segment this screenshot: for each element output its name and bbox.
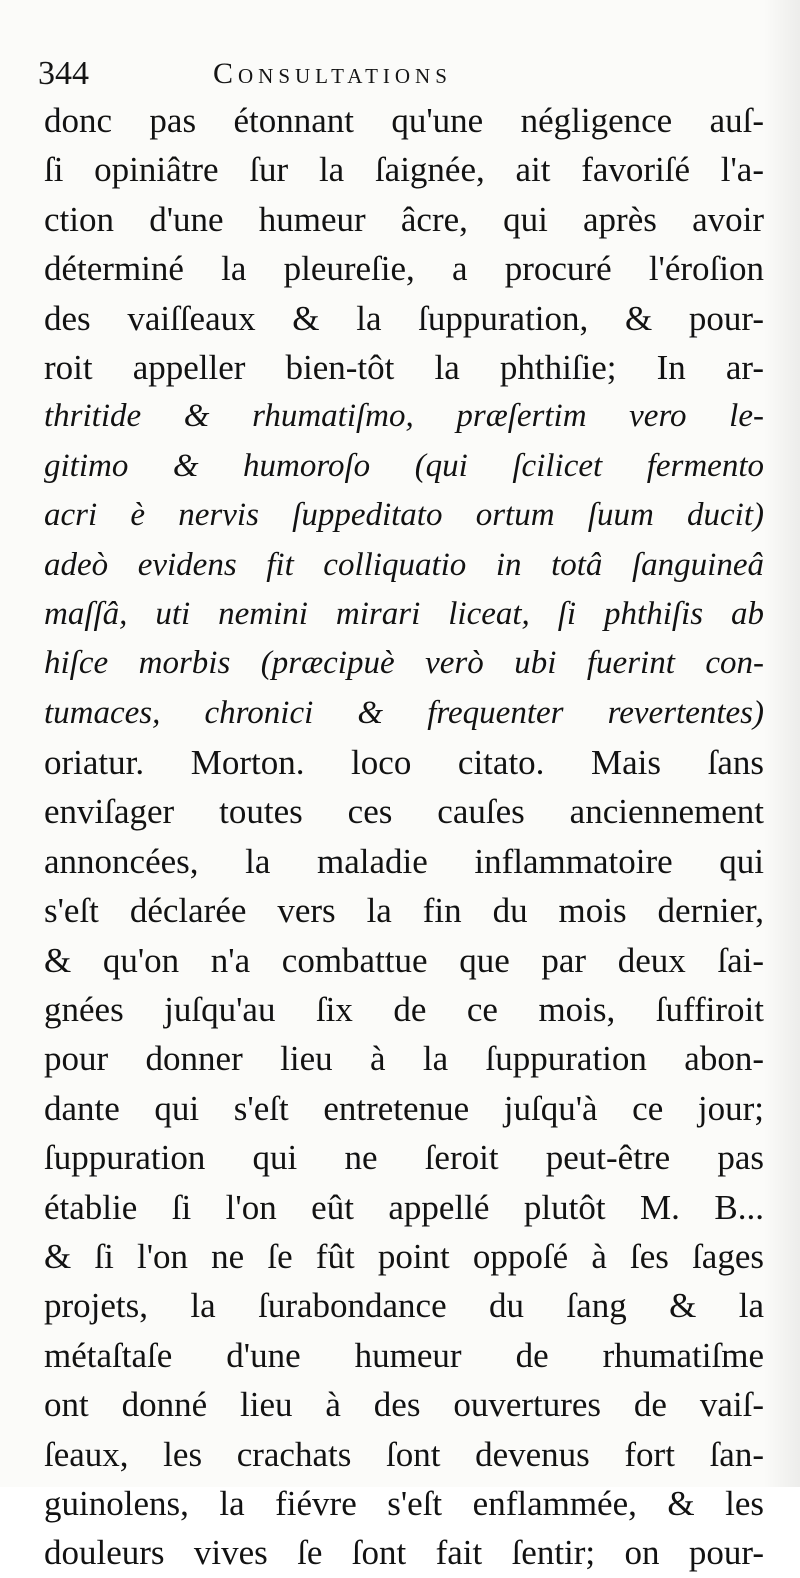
text-line: ction d'une humeur âcre, qui après avoir <box>44 199 764 239</box>
text-line: & qu'on n'a combattue que par deux ſai- <box>44 940 764 980</box>
text-line: établie ſi l'on eût appellé plutôt M. B... <box>44 1187 764 1227</box>
text-line: déterminé la pleureſie, a procuré l'éroſion <box>44 249 764 289</box>
text-line: roit appeller bien-tôt la phthiſie; In ar- <box>44 347 764 387</box>
text-line: gnées juſqu'au ſix de ce mois, ſuffiroit <box>44 990 764 1030</box>
text-line: s'eſt déclarée vers la fin du mois dernier, <box>44 891 764 931</box>
text-line: tumaces, chronici & frequenter revertentes) <box>44 694 764 731</box>
body-text <box>44 96 764 1578</box>
text-line: enviſager toutes ces cauſes anciennement <box>44 792 764 832</box>
page-edge-shadow <box>764 0 800 1487</box>
text-line: ſuppuration qui ne ſeroit peut-être pas <box>44 1138 764 1178</box>
text-line: gitimo & humoroſo (qui ſcilicet fermento <box>44 447 764 484</box>
running-head: Consultations <box>213 57 452 90</box>
text-line: pour donner lieu à la ſuppuration abon- <box>44 1039 764 1079</box>
text-line: maſſâ, uti nemini mirari liceat, ſi phthiſis ab <box>44 595 764 632</box>
text-line: dante qui s'eſt entretenue juſqu'à ce jour; <box>44 1088 764 1128</box>
page-number: 344 <box>38 55 89 92</box>
text-line: guinolens, la fiévre s'eſt enflammée, & les <box>44 1483 764 1523</box>
text-line: hiſce morbis (præcipuè verò ubi fuerint con- <box>44 645 764 682</box>
text-line: thritide & rhumatiſmo, præſertim vero le- <box>44 398 764 435</box>
page-header <box>38 52 758 96</box>
text-line: ſeaux, les crachats ſont devenus fort ſan- <box>44 1434 764 1474</box>
text-line: oriatur. Morton. loco citato. Mais ſans <box>44 743 764 783</box>
text-line: ſi opiniâtre ſur la ſaignée, ait favoriſé l'a- <box>44 150 764 190</box>
text-line: métaſtaſe d'une humeur de rhumatiſme <box>44 1335 764 1375</box>
text-line: donc pas étonnant qu'une négligence auſ- <box>44 101 764 140</box>
text-line: douleurs vives ſe ſont fait ſentir; on pour- <box>44 1533 764 1573</box>
text-line: annoncées, la maladie inflammatoire qui <box>44 841 764 881</box>
text-line: projets, la ſurabondance du ſang & la <box>44 1286 764 1326</box>
text-line: ont donné lieu à des ouvertures de vaiſ- <box>44 1385 764 1425</box>
text-line: acri è nervis ſuppeditato ortum ſuum ducit) <box>44 497 764 534</box>
text-line: adeò evidens fit colliquatio in totâ ſanguineâ <box>44 546 764 583</box>
text-line: & ſi l'on ne ſe fût point oppoſé à ſes ſages <box>44 1236 764 1276</box>
text-line: des vaiſſeaux & la ſuppuration, & pour- <box>44 298 764 338</box>
